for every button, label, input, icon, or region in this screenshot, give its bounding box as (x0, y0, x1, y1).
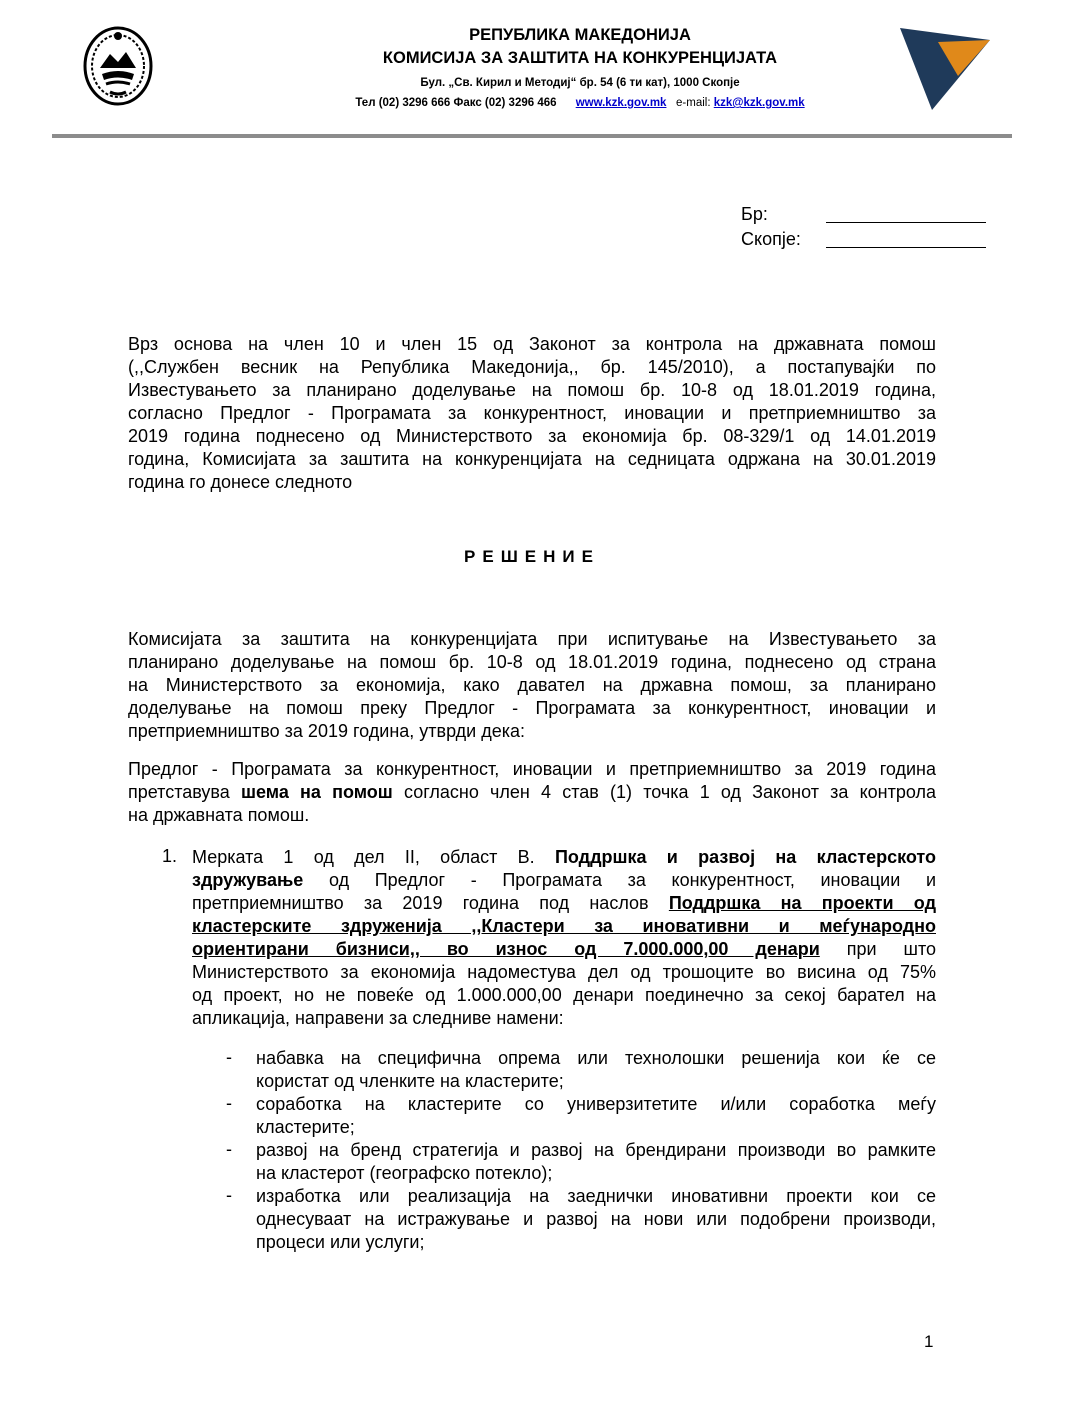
bullet-line: развој на бренд стратегија и развој на брендирани производи во рамките (256, 1140, 936, 1160)
item-number: 1. (162, 846, 178, 866)
measure-line (192, 915, 936, 938)
finding-line: Комисијата за заштита на конкуренцијата при испитување на Известувањето за (128, 629, 936, 649)
bullet-line: на кластерот (географско потекло); (256, 1163, 553, 1183)
intro-line: 2019 година поднесено од Министерството за економија бр. 08-329/1 од 14.01.2019 (128, 426, 936, 446)
header-divider (52, 134, 1012, 138)
scheme-paragraph (128, 758, 936, 827)
bullet-line: изработка или реализација на заеднички иновативни проекти кои се (256, 1186, 936, 1206)
bullet-dash: - (226, 1047, 232, 1067)
intro-line: согласно Предлог - Програмата за конкурентност, иновации и претприемништво за (128, 403, 936, 423)
phone-fax: Тел (02) 3296 666 Факс (02) 3296 466 (355, 97, 557, 109)
bullet-line: набавка на специфична опрема или технолошки решенија кои ќе се (256, 1048, 936, 1068)
intro-line: Известувањето за планирано доделување на помош бр. 10-8 од 18.01.2019 година, (128, 380, 936, 400)
measure-line (192, 869, 936, 892)
finding-paragraph (128, 628, 936, 743)
measure-line (192, 938, 936, 961)
coat-of-arms-emblem (82, 22, 154, 108)
measure-text: Мерката 1 од дел II, област В. (192, 847, 555, 867)
scheme-bold: шема на помош (240, 782, 393, 802)
measure-bold: Поддршка и развој на кластерското (554, 847, 936, 867)
ref-place-line (826, 247, 986, 248)
measure-bold-underlined: кластерските здруженија ,,Кластери за иновативни и меѓународно (192, 916, 936, 936)
measure-line: од проект, но не повеќе од 1.000.000,00 денари поединечно за секој барател на (192, 985, 936, 1005)
bullet-line: однесуваат на истражување и развој на нови или подобрени производи, (256, 1209, 936, 1229)
measure-text: при што (819, 939, 936, 959)
measure-paragraph (192, 846, 936, 1030)
ref-place-label: Скопје: (741, 229, 801, 249)
bullet-dash: - (226, 1093, 232, 1113)
header-country: РЕПУБЛИКА МАКЕДОНИЈА (469, 26, 691, 44)
decision-title: РЕШЕНИЕ (464, 547, 600, 566)
measure-line (192, 846, 936, 869)
intro-line: Врз основа на член 10 и член 15 од Законот за контрола на државната помош (128, 334, 936, 354)
scheme-text: претставува (128, 782, 241, 802)
scheme-text: согласно член 4 став (1) точка 1 од Законот за контрола (392, 782, 936, 802)
scheme-line: на државната помош. (128, 805, 310, 825)
website-link[interactable]: www.kzk.gov.mk (575, 97, 667, 109)
bullet-item (256, 1093, 936, 1139)
measure-line: Министерството за економија надоместува дел од трошоците во висина од 75% (192, 962, 936, 982)
header-address: Бул. „Св. Кирил и Методиј“ бр. 54 (6 ти кат), 1000 Скопје (420, 77, 740, 89)
bullet-dash: - (226, 1185, 232, 1205)
finding-line: претприемништво за 2019 година, утврди дека: (128, 721, 526, 741)
measure-bold-underlined: ориентирани бизниси,, во износ од 7.000.000,00 денари (192, 939, 820, 959)
measure-bold: здружување (192, 870, 304, 890)
intro-line: (,,Службен весник на Република Македонија,, бр. 145/2010), а постапувајќи по (128, 357, 936, 377)
bullet-line: соработка на кластерите со универзитетите и/или соработка меѓу (256, 1094, 936, 1114)
intro-line: година, Комисијата за заштита на конкуренцијата на седницата одржана на 30.01.2019 (128, 449, 936, 469)
measure-bold-underlined: Поддршка на проекти од (668, 893, 936, 913)
intro-paragraph (128, 333, 936, 494)
page-number: 1 (924, 1332, 934, 1351)
bullet-line: користат од членките на кластерите; (256, 1071, 564, 1091)
scheme-line: Предлог - Програмата за конкурентност, иновации и претприемништво за 2019 година (128, 759, 936, 779)
measure-line (192, 892, 936, 915)
email-label: e-mail: (676, 97, 711, 109)
bullet-line: кластерите; (256, 1117, 355, 1137)
finding-line: планирано доделување на помош бр. 10-8 од 18.01.2019 година, поднесено од страна (128, 652, 936, 672)
header-commission: КОМИСИЈА ЗА ЗАШТИТА НА КОНКУРЕНЦИЈАТА (382, 49, 778, 67)
bullet-item (256, 1047, 936, 1093)
measure-text: од Предлог - Програмата за конкурентност, иновации и (303, 870, 936, 890)
bullet-item (256, 1139, 936, 1185)
email-link[interactable]: kzk@kzk.gov.mk (713, 97, 805, 109)
measure-text: претприемништво за 2019 година под наслов (192, 893, 669, 913)
ref-number-label: Бр: (741, 204, 768, 224)
ref-number-line (826, 222, 986, 223)
commission-logo (898, 26, 992, 112)
finding-line: доделување на помош преку Предлог - Програмата за конкурентност, иновации и (128, 698, 936, 718)
measure-line: апликација, направени за следниве намени: (192, 1008, 564, 1028)
intro-line: година го донесе следното (128, 472, 353, 492)
bullet-item (256, 1185, 936, 1254)
finding-line: на Министерството за економија, како давател на државна помош, за планирано (128, 675, 936, 695)
header-contact (190, 97, 970, 109)
bullet-line: процеси или услуги; (256, 1232, 425, 1252)
scheme-line (128, 781, 936, 804)
bullet-dash: - (226, 1139, 232, 1159)
